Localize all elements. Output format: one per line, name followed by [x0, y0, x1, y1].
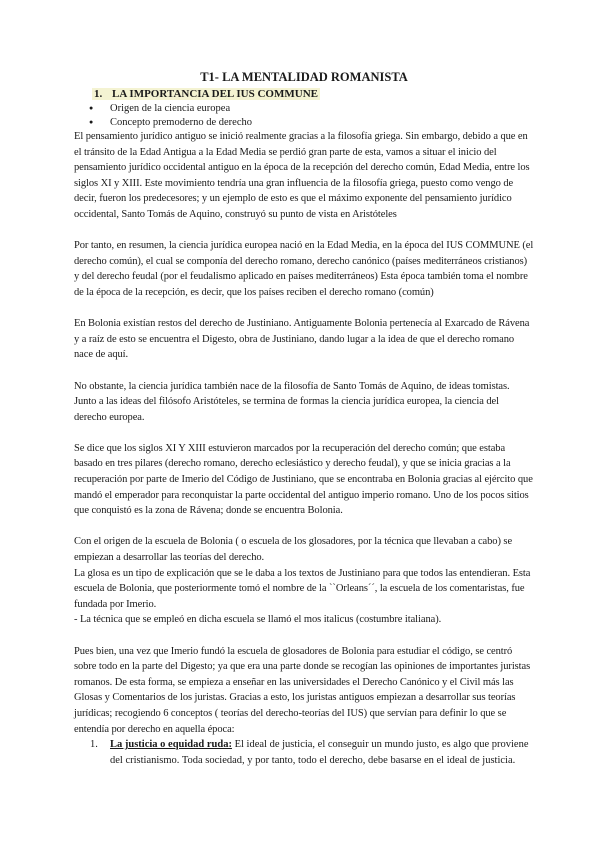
numbered-item	[90, 737, 534, 768]
bullet-item: ● Concepto premoderno de derecho	[110, 116, 534, 130]
paragraph: La glosa es un tipo de explicación que se le daba a los textos de Justiniano para que todos las entendieran. Esta escuela de Bolonia, que posteriormente tomó el nombre de la ``Orleans´´, la escuela de los comentaristas, fue fundada por Imerio.	[74, 567, 531, 610]
section-heading	[92, 87, 534, 101]
paragraph: El pensamiento jurídico antiguo se inició realmente gracias a la filosofía griega. Sin embargo, debido a que en el tránsito de la Edad Antigua a la Edad Media se perdió gran parte de esta, vamos a situar el inicio del pensamiento jurídico occidental antiguo en la época de la recepción del derecho común, Edad Media, entre los siglos XI y XIII. Este movimiento tendría una gran influencia de la filosofía griega, puesto como vengo de decir, fueron los predecesores; y un ejemplo de esto es que el máximo exponente del pensamiento jurídico occidental, Santo Tomás de Aquino, construyó su punto de vista en Aristóteles	[74, 131, 530, 220]
document-title: T1- LA MENTALIDAD ROMANISTA	[200, 70, 408, 84]
item-term: La justicia o equidad ruda:	[110, 739, 232, 751]
paragraph: Pues bien, una vez que Imerio fundó la escuela de glosadores de Bolonia para estudiar el código, se centró sobre todo en la parte del Digesto; ya que era una parte donde se recogían las opiniones de importantes juristas romanos. De esta forma, se empieza a enseñar en las universidades el Derecho Canónico y el Civil más las Glosas y Comentarios de los juristas. Gracias a esto, los juristas antiguos empiezan a desarrollar sus teorías jurídicas; recogiendo 6 conceptos ( teorías del derecho-teorías del IUS) que servían para definir lo que se entendía por derecho en aquella época:	[74, 645, 531, 735]
section-heading-highlight	[92, 88, 320, 100]
bullet-list	[74, 102, 534, 129]
paragraph: Con el origen de la escuela de Bolonia ( o escuela de los glosadores, por la técnica que llevaban a cabo) se empiezan a desarrollar las teorías del derecho.	[74, 536, 513, 564]
paragraph: Se dice que los siglos XI Y XIII estuvieron marcados por la recuperación del derecho común; que estaba basado en tres pilares (derecho romano, derecho eclesiástico y derecho feudal), y que se inicia gracias a la recuperación por parte de Imerio del Código de Justiniano, que se encontraba en Bolonia gracias al ejército que mandó el emperador para reconquistar la parte occidental del antiguo imperio romano. Uno de los pocos sitios que conquistó es la zona de Rávena; donde se encuentra Bolonia.	[74, 442, 533, 517]
paragraph: No obstante, la ciencia jurídica también nace de la filosofía de Santo Tomás de Aquino, de ideas tomistas. Junto a las ideas del filósofo Aristóteles, se termina de formas la ciencia jurídica europea, la ciencia del derecho europea.	[74, 380, 510, 423]
paragraph: Por tanto, en resumen, la ciencia jurídica europea nació en la Edad Media, en la época del IUS COMMUNE (el derecho común), el cual se componía del derecho romano, derecho canónico (países mediterráneos cristianos) y del derecho feudal (por el feudalismo aplicado en países mediterráneos) Esta época también toma el nombre de la época de la recepción, es decir, que los países reciben el derecho romano (común)	[74, 240, 534, 298]
item-number: 1.	[90, 739, 98, 751]
item-text: El ideal de justicia, el conseguir un mundo justo, es algo que proviene del cristianismo. Toda sociedad, y por tanto, todo el derecho, debe basarse en el ideal de justicia.	[110, 739, 529, 766]
section-number: 1.	[94, 88, 103, 100]
section-title: LA IMPORTANCIA DEL IUS COMMUNE	[112, 88, 318, 100]
document-page	[74, 70, 534, 768]
paragraph: En Bolonia existían restos del derecho de Justiniano. Antiguamente Bolonia pertenecía al Exarcado de Rávena y a raíz de esto se encuentra el Digesto, obra de Justiniano, dando lugar a la idea de que el derecho romano nace de aquí.	[74, 318, 530, 361]
paragraph: - La técnica que se empleó en dicha escuela se llamó el mos italicus (costumbre italiana).	[74, 614, 442, 626]
bullet-item: ● Origen de la ciencia europea	[110, 102, 534, 116]
numbered-list	[74, 737, 534, 768]
